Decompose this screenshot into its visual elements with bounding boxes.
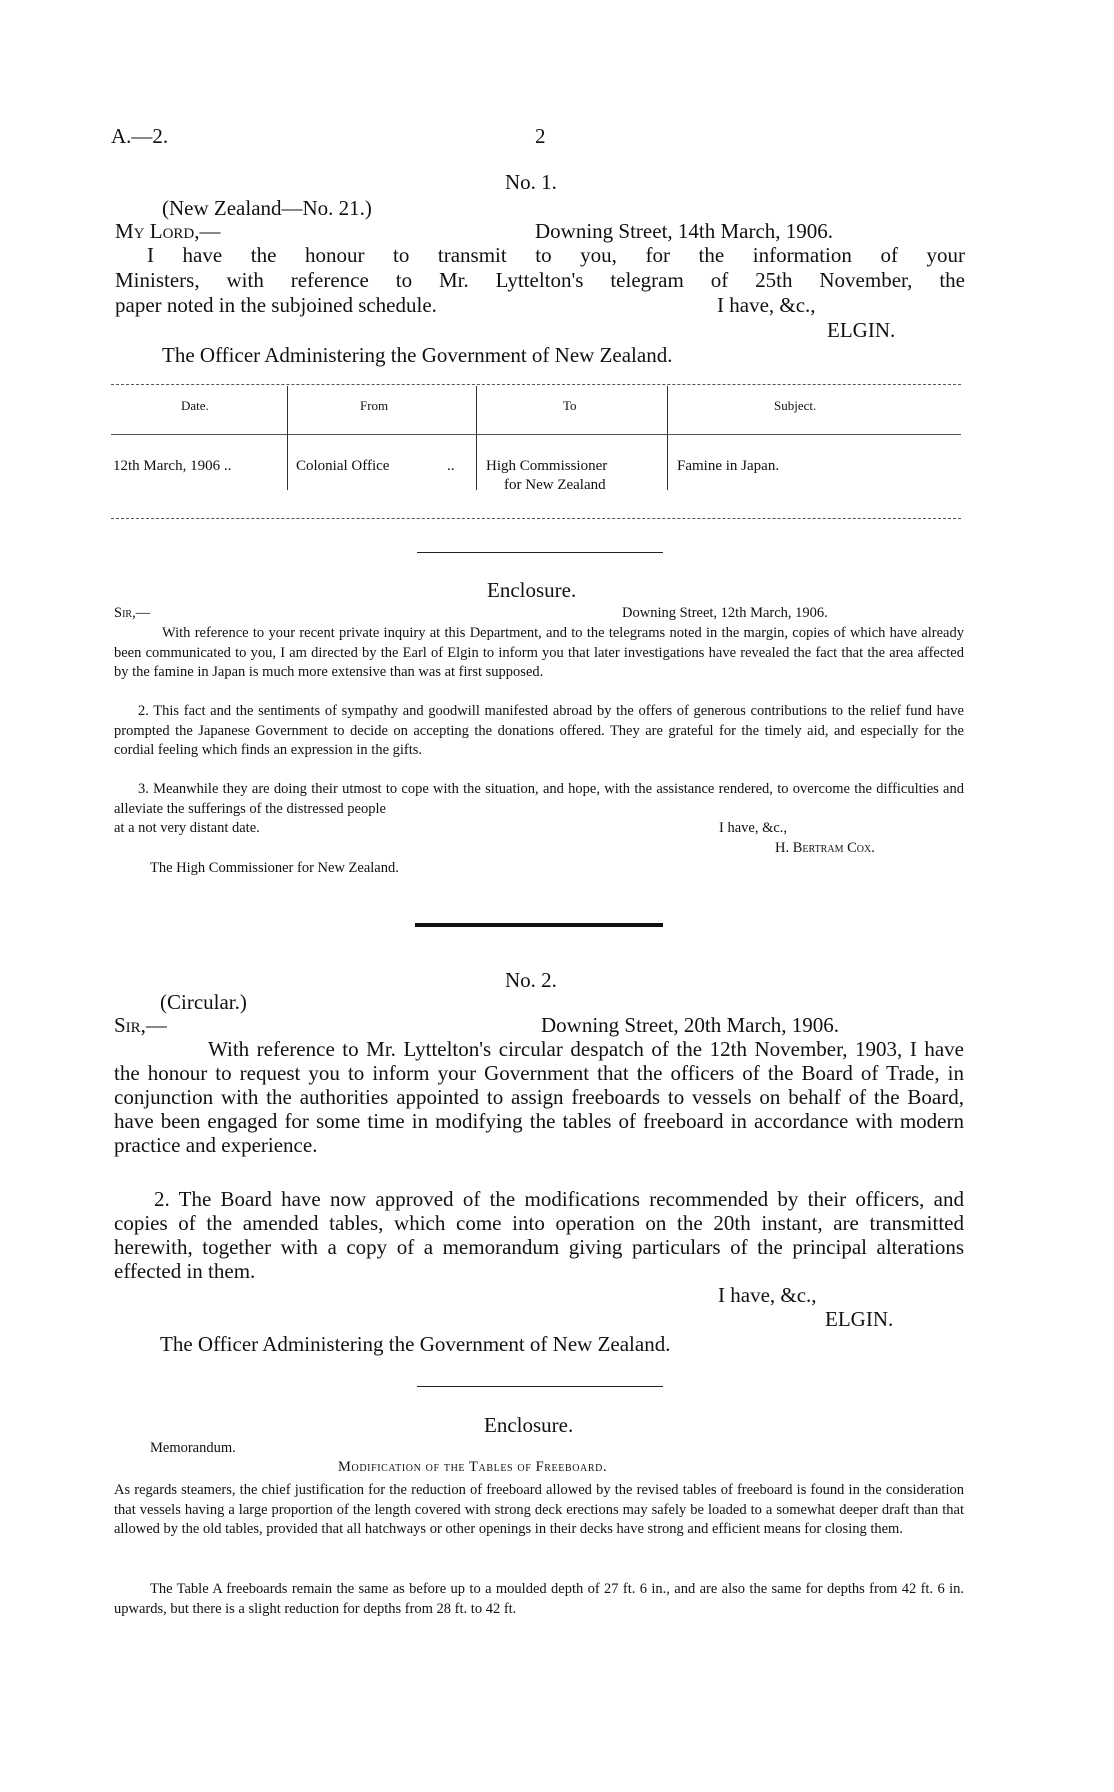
column-divider	[287, 386, 288, 490]
column-divider	[667, 386, 668, 490]
section-divider	[415, 923, 663, 927]
addressee: The Officer Administering the Government of New Zealand.	[160, 1332, 671, 1356]
addressee: The Officer Administering the Government of New Zealand.	[162, 343, 673, 367]
section-divider	[417, 552, 663, 553]
memorandum-heading: Modification of the Tables of Freeboard.	[338, 1459, 608, 1475]
table-cell: Colonial Office	[296, 458, 390, 474]
table-cell: 12th March, 1906 ..	[113, 458, 232, 474]
table-rule	[111, 518, 961, 519]
table-cell: Famine in Japan.	[677, 458, 780, 474]
paragraph: 2. The Board have now approved of the modifications recommended by their officers, and copies of the amended tables, which come into operation on the 20th instant, are transmitted herewith, together with a copy of a memorandum giving particulars of the principal alterations effected in them.	[114, 1187, 964, 1283]
memorandum-label: Memorandum.	[150, 1440, 236, 1456]
table-cell: for New Zealand	[504, 477, 606, 493]
paragraph: As regards steamers, the chief justification for the reduction of freeboard allowed by the revised tables of freeboard is found in the consideration that vessels having a large proportion of the length covered with strong deck erections may safely be loaded to a somewhat deeper draft than that allowed by the old tables, provided that all hatchways or other openings in their decks have strong and efficient means for closing them.	[114, 1482, 964, 1537]
enclosure-title: Enclosure.	[484, 1413, 574, 1437]
closing: I have, &c.,	[718, 1283, 817, 1307]
salutation: Sir,—	[114, 605, 151, 621]
place-date: Downing Street, 14th March, 1906.	[535, 219, 834, 243]
enclosure-title: Enclosure.	[487, 578, 577, 602]
salutation: My Lord,—	[115, 219, 221, 243]
addressee: The High Commissioner for New Zealand.	[150, 860, 399, 876]
signature: ELGIN.	[825, 1307, 894, 1331]
signature: ELGIN.	[827, 318, 896, 342]
salutation: Sir,—	[114, 1013, 167, 1037]
signature: H. Bertram Cox.	[775, 840, 875, 856]
table-rule	[111, 434, 961, 435]
table-cell: High Commissioner	[486, 458, 608, 474]
paragraph: With reference to your recent private inquiry at this Department, and to the telegrams noted in the margin, copies of which have already been communicated to you, I am directed by the Earl of Elgin to inform you that later investigations have revealed the fact that the area affected by the famine in Japan is much more extensive than was at first supposed.	[114, 625, 964, 680]
column-header: Subject.	[774, 398, 817, 413]
body-line: Ministers, with reference to Mr. Lyttelton's telegram of 25th November, the	[115, 268, 965, 292]
body-line: paper noted in the subjoined schedule.	[115, 293, 437, 317]
closing: I have, &c.,	[717, 293, 816, 317]
document-reference: A.—2.	[111, 124, 169, 148]
section-divider	[417, 1386, 663, 1387]
column-header: Date.	[181, 398, 209, 413]
paragraph: 3. Meanwhile they are doing their utmost to cope with the situation, and hope, with the assistance rendered, to overcome the difficulties and alleviate the sufferings of the distressed people	[114, 781, 964, 817]
column-header: From	[360, 398, 389, 413]
place-date: Downing Street, 12th March, 1906.	[622, 605, 828, 621]
despatch-number: No. 2.	[505, 968, 557, 992]
table-rule	[111, 384, 961, 385]
body-line: I have the honour to transmit to you, for the information of your	[147, 243, 965, 267]
despatch-number: No. 1.	[505, 170, 557, 194]
paragraph: 2. This fact and the sentiments of sympathy and goodwill manifested abroad by the offers of generous contributions to the relief fund have prompted the Japanese Government to decide on accepting the donations offered. They are grateful for the timely aid, and especially for the cordial feeling which finds an expression in the gifts.	[114, 703, 964, 758]
column-divider	[476, 386, 477, 490]
column-header: To	[563, 398, 577, 413]
despatch-series: (New Zealand—No. 21.)	[162, 196, 372, 220]
despatch-series: (Circular.)	[160, 990, 247, 1014]
paragraph-end: at a not very distant date.	[114, 820, 260, 836]
closing: I have, &c.,	[719, 820, 788, 836]
paragraph: The Table A freeboards remain the same as before up to a moulded depth of 27 ft. 6 in., and are also the same for depths from 42 ft. 6 in. upwards, but there is a slight reduction for depths from 28 ft. to 42 ft.	[114, 1581, 964, 1617]
paragraph: With reference to Mr. Lyttelton's circular despatch of the 12th November, 1903, I have the honour to request you to inform your Government that the officers of the Board of Trade, in conjunction with the authorities appointed to assign freeboards to vessels on behalf of the Board, have been engaged for some time in modifying the tables of freeboard in accordance with modern practice and experience.	[114, 1037, 964, 1157]
table-cell-leader: ..	[447, 458, 455, 474]
page-number: 2	[535, 124, 546, 148]
place-date: Downing Street, 20th March, 1906.	[541, 1013, 840, 1037]
